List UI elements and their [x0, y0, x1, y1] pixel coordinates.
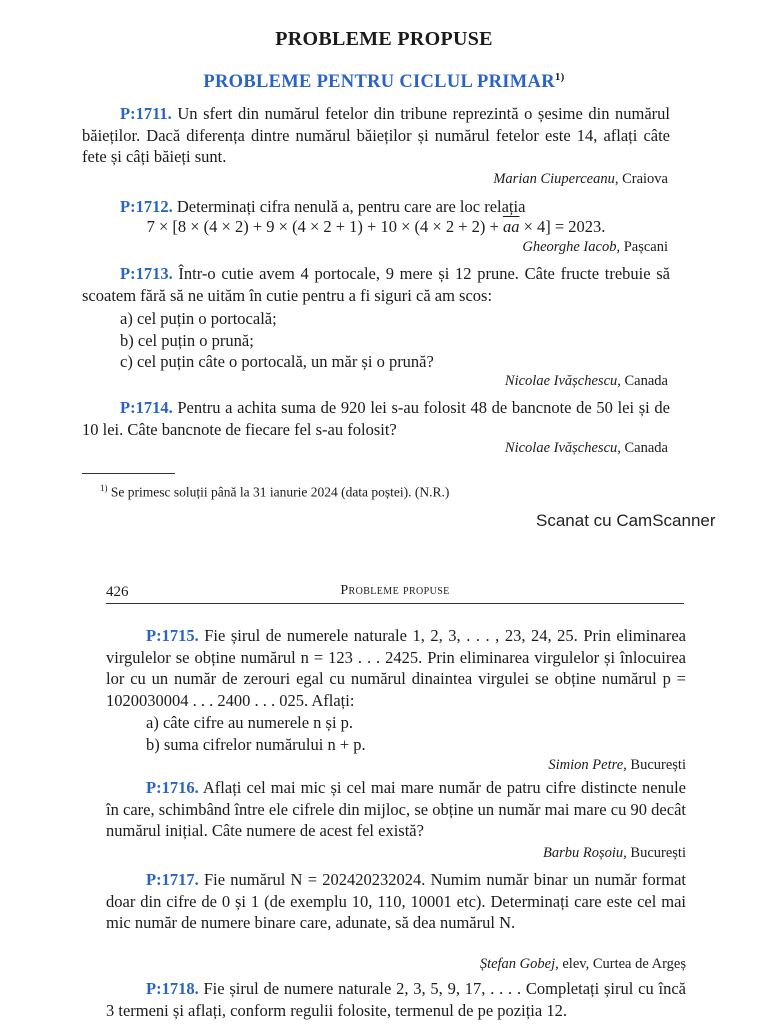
problem-text: Fie șirul de numere naturale 2, 3, 5, 9, 17, . . . . Completați șirul cu încă 3 termeni și aflați, conform regulii folosite, termenul de pe poziția 12. — [106, 979, 686, 1020]
equation-overline-term: $\overline{aa}$ — [502, 217, 520, 236]
list-item: a) cel puțin o portocală; — [120, 309, 277, 328]
equation — [82, 216, 670, 237]
author-place: , Canada — [617, 373, 668, 389]
problem-id: P:1718. — [146, 979, 199, 998]
footnote-text: Se primesc soluții până la 31 ianurie 2024 (data poștei). (N.R.) — [110, 484, 450, 500]
problem-1715 — [106, 625, 686, 711]
problem-id: P:1712. — [120, 197, 173, 216]
problem-text: Pentru a achita suma de 920 lei s-au folosit 48 de bancnote de 50 lei și de 10 lei. Câte bancnote de fiecare fel s-au folosit? — [82, 398, 670, 439]
equation-part2: × 4] = 2023. — [519, 217, 606, 236]
problem-author — [82, 237, 668, 257]
problem-text: Aflați cel mai mic și cel mai mare număr de patru cifre distincte nenule în care, schimbând între ele cifrele din mijloc, se obține un număr mai mare cu 90 decât numărul inițial. Câte numere de acest fel există? — [106, 778, 686, 840]
author-place: , București — [623, 845, 686, 861]
author-place: , București — [623, 757, 686, 773]
page-number: 426 — [106, 584, 129, 600]
footnote — [100, 479, 660, 502]
footnote-divider — [82, 473, 175, 474]
equation-part1: 7 × [8 × (4 × 2) + 9 × (4 × 2 + 1) + 10 × (4 × 2 + 2) + — [146, 217, 503, 236]
problem-id: P:1714. — [120, 398, 173, 417]
list-item: b) suma cifrelor numărului n + p. — [146, 734, 366, 754]
problem-1714 — [82, 397, 670, 440]
author-name: Ștefan Gobej — [479, 956, 556, 972]
author-name: Barbu Roșoiu — [543, 845, 624, 861]
problem-id: P:1716. — [146, 778, 199, 797]
section-title-text: PROBLEME PENTRU CICLUL PRIMAR — [203, 72, 555, 93]
problem-id: P:1713. — [120, 264, 173, 283]
section-title — [0, 71, 768, 93]
author-place: , Pașcani — [616, 239, 668, 255]
section-footnote-mark: 1) — [554, 71, 565, 83]
problem-text: Un sfert din numărul fetelor din tribune reprezintă o șesime din numărul băieților. Dacă diferența dintre numărul băieților și numărul fetelor este 14, aflați câte fete și câți băieți sunt. — [82, 104, 670, 166]
author-name: Nicolae Ivășchescu — [504, 373, 618, 389]
problem-author — [82, 371, 668, 391]
problem-1711 — [82, 103, 670, 168]
problem-text: Determinați cifra nenulă a, pentru care are loc relația — [176, 197, 526, 216]
problem-id: P:1711. — [120, 104, 172, 123]
page-title: PROBLEME PROPUSE — [275, 28, 493, 50]
author-place: , Craiova — [614, 171, 668, 187]
problem-text: Într-o cutie avem 4 portocale, 9 mere și 12 prune. Câte fructe trebuie să scoatem fără să ne uităm în cutie pentru a fi siguri că am scos: — [82, 264, 670, 305]
problem-author — [106, 755, 686, 775]
options-list — [120, 308, 660, 373]
problem-author — [106, 843, 686, 863]
header-rule — [106, 603, 684, 604]
running-head: Probleme propuse — [340, 583, 450, 598]
author-name: Simion Petre — [548, 757, 624, 773]
problem-text: Fie numărul N = 202420232024. Numim număr binar un număr format doar din cifre de 0 și 1 (de exemplu 10, 110, 10001 etc). Determinați care este cel mai mic număr de numere binare care, adunate, să dea numărul N. — [106, 870, 687, 932]
footnote-mark: 1) — [100, 483, 108, 493]
author-name: Marian Ciuperceanu — [493, 171, 615, 187]
problem-author — [106, 954, 686, 974]
problem-id: P:1717. — [146, 870, 199, 889]
list-item: c) cel puțin câte o portocală, un măr și o prună? — [120, 352, 434, 371]
author-name: Gheorghe Iacob — [522, 239, 617, 255]
problem-1718 — [106, 978, 686, 1021]
scanner-watermark — [536, 500, 768, 526]
list-item: b) cel puțin o prună; — [120, 330, 254, 350]
problem-author — [82, 169, 668, 189]
scanner-watermark-text: Scanat cu CamScanner — [536, 511, 716, 526]
options-list — [146, 712, 676, 755]
problem-1712 — [82, 196, 670, 218]
author-place: , elev, Curtea de Argeș — [555, 956, 686, 972]
problem-id: P:1715. — [146, 626, 199, 645]
problem-text: Fie șirul de numerele naturale 1, 2, 3, . . . , 23, 24, 25. Prin eliminarea virgulelor se obține numărul n = 123 . . . 2425. Prin eliminarea virgulelor și înlocuirea lor cu un număr de zerouri egal cu numărul dinaintea virgulei se obține numărul p = 1020030004 . . . 2400 . . . 025. Aflați: — [106, 626, 687, 710]
problem-author — [82, 438, 668, 458]
problem-1713 — [82, 263, 670, 306]
author-place: , Canada — [617, 440, 668, 456]
author-name: Nicolae Ivășchescu — [504, 440, 618, 456]
list-item: a) câte cifre au numerele n și p. — [146, 713, 354, 732]
problem-1716 — [106, 777, 686, 842]
problem-1717 — [106, 869, 686, 934]
